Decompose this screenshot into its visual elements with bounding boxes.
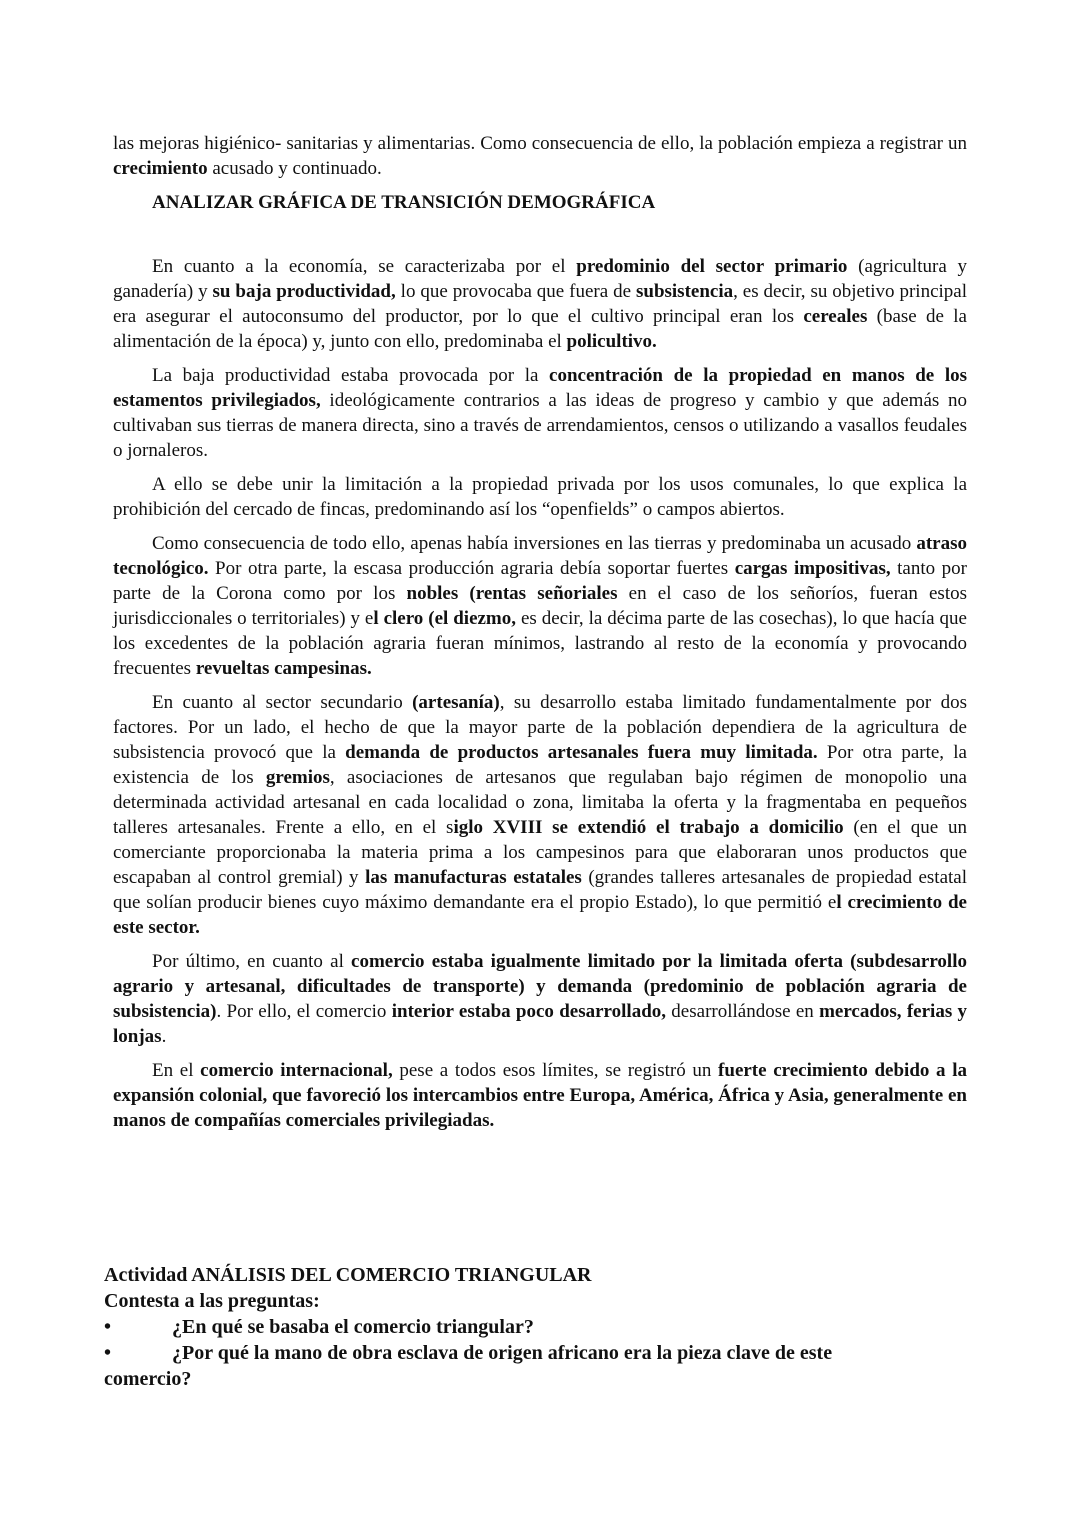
bold-text-run: cargas impositivas,	[734, 558, 891, 579]
bold-text-run: l crecimiento de este sector.	[113, 892, 967, 938]
secondary-sector-paragraph	[113, 690, 967, 940]
question-text: ¿Por qué la mano de obra esclava de origen africano era la pieza clave de este	[172, 1342, 833, 1364]
bullet-icon: •	[104, 1316, 112, 1338]
text-run: (base de la alimentación de la época) y, junto con ello, predominaba el	[113, 306, 967, 352]
international-trade-paragraph	[113, 1058, 967, 1133]
bold-text-run: crecimiento	[113, 158, 208, 179]
bold-text-run: cereales	[803, 306, 868, 327]
bold-text-run: demanda de productos artesanales fuera muy limitada.	[345, 742, 818, 763]
bold-text-run: comercio estaba igualmente limitado por la limitada oferta (subdesarrollo agrario y artesanal, dificultades de transporte) y demanda (predominio de población agraria de subsistencia)	[113, 951, 967, 1022]
heading-spacer	[113, 215, 967, 254]
activity-section	[104, 1262, 968, 1392]
text-run: tanto por parte de la Corona como por los	[113, 558, 967, 604]
text-run: En el	[152, 1060, 201, 1081]
bold-text-run: predominio del sector primario	[576, 256, 848, 277]
bullet-icon: •	[104, 1342, 112, 1364]
bold-text-run: comercio internacional,	[200, 1060, 393, 1081]
text-run: desarrollándose en	[666, 1001, 820, 1022]
question-item	[104, 1314, 968, 1340]
text-run: lo que provocaba que fuera de	[395, 281, 636, 302]
text-run: (agricultura y ganadería) y	[113, 256, 967, 302]
text-run: , es decir, su objetivo principal era asegurar el autoconsumo del productor, por lo que el cultivo principal eran los	[113, 281, 968, 327]
bold-text-run: las manufacturas estatales	[365, 867, 582, 888]
technology-taxes-paragraph	[113, 531, 967, 681]
bold-text-run: subsistencia	[635, 281, 734, 302]
text-run: (grandes talleres artesanales de propiedad estatal que solían producir bienes cuyo máximo demandante era el propio Estado), lo que permitió e	[113, 867, 967, 913]
section-heading: ANALIZAR GRÁFICA DE TRANSICIÓN DEMOGRÁFICA	[152, 192, 656, 213]
bold-text-run: nobles (rentas señoriales	[406, 583, 618, 604]
text-run: , asociaciones de artesanos que regulaban bajo régimen de monopolio una determinada actividad artesanal en cada localidad o zona, limitaba la oferta y la fragmentaba en pequeños talleres artesanales. Frente a ello, en el s	[113, 767, 967, 838]
text-run: ideológicamente contrarios a las ideas de progreso y cambio y que además no cultivaban sus tierras de manera directa, sino a través de arrendamientos, censos o utilizando a vasallos feudales o jornaleros.	[113, 390, 968, 461]
productivity-paragraph	[113, 363, 967, 463]
text-run: en el caso de los señoríos, fueran estos jurisdiccionales o territoriales) y e	[113, 583, 968, 629]
activity-title: Actividad ANÁLISIS DEL COMERCIO TRIANGULAR	[104, 1264, 592, 1286]
bold-text-run: interior estaba poco desarrollado,	[391, 1001, 667, 1022]
bold-text-run: mercados, ferias y lonjas	[113, 1001, 968, 1047]
text-run: La baja productividad estaba provocada por la	[152, 365, 550, 386]
bold-text-run: iglo XVIII se extendió el trabajo a domicilio	[453, 817, 844, 838]
bold-text-run: gremios	[265, 767, 330, 788]
bold-text-run: (artesanía)	[412, 692, 500, 713]
body-text	[113, 131, 967, 1142]
text-run: En cuanto al sector secundario	[152, 692, 413, 713]
text-run: Por otra parte, la existencia de los	[113, 742, 967, 788]
text-run: .	[161, 1026, 167, 1047]
text-run: es decir, la décima parte de las cosechas), lo que hacía que los excedentes de la población agraria fueran mínimos, lastrando al resto de la economía y provocando frecuentes	[113, 608, 967, 679]
bold-text-run: fuerte crecimiento debido a la expansión colonial, que favoreció los intercambios entre Europa, América, África y Asia, generalmente en manos de compañías comerciales privilegiadas.	[113, 1060, 967, 1131]
communal-uses-paragraph	[113, 472, 967, 522]
intro-paragraph	[113, 131, 967, 181]
bold-text-run: policultivo.	[566, 331, 657, 352]
economy-paragraph	[113, 254, 967, 354]
text-run: , su desarrollo estaba limitado fundamentalmente por dos factores. Por un lado, el hecho de que la mayor parte de la población dependiera de la agricultura de subsistencia provocó que la	[113, 692, 967, 763]
text-run: En cuanto a la economía, se caracterizaba por el	[152, 256, 577, 277]
text-run: Como consecuencia de todo ello, apenas había inversiones en las tierras y predominaba un acusado	[152, 533, 917, 554]
text-run: A ello se debe unir la limitación a la propiedad privada por los usos comunales, lo que explica la prohibición del cercado de fincas, predominando así los “openfields” o campos abiertos.	[113, 474, 967, 520]
activity-instruction: Contesta a las preguntas:	[104, 1290, 320, 1312]
question-text-continued: comercio?	[104, 1368, 192, 1390]
text-run: . Por ello, el comercio	[216, 1001, 392, 1022]
text-run: las mejoras higiénico- sanitarias y alimentarias. Como consecuencia de ello, la población empieza a registrar un	[113, 133, 967, 154]
text-run: (en el que un comerciante proporcionaba la materia prima a los campesinos para que elaboraran unos productos que escapaban al control gremial) y	[113, 817, 967, 888]
text-run: Por último, en cuanto al	[152, 951, 352, 972]
text-run: pese a todos esos límites, se registró un	[392, 1060, 719, 1081]
text-run: acusado y continuado.	[207, 158, 382, 179]
trade-paragraph	[113, 949, 967, 1049]
bold-text-run: atraso tecnológico.	[113, 533, 967, 579]
bold-text-run: revueltas campesinas.	[195, 658, 372, 679]
bold-text-run: su baja productividad,	[212, 281, 396, 302]
question-text: ¿En qué se basaba el comercio triangular?	[172, 1316, 534, 1338]
bold-text-run: concentración de la propiedad en manos de los estamentos privilegiados,	[113, 365, 967, 411]
text-run: Por otra parte, la escasa producción agraria debía soportar fuertes	[208, 558, 735, 579]
bold-text-run: l clero (el diezmo,	[373, 608, 517, 629]
question-item	[104, 1340, 968, 1366]
